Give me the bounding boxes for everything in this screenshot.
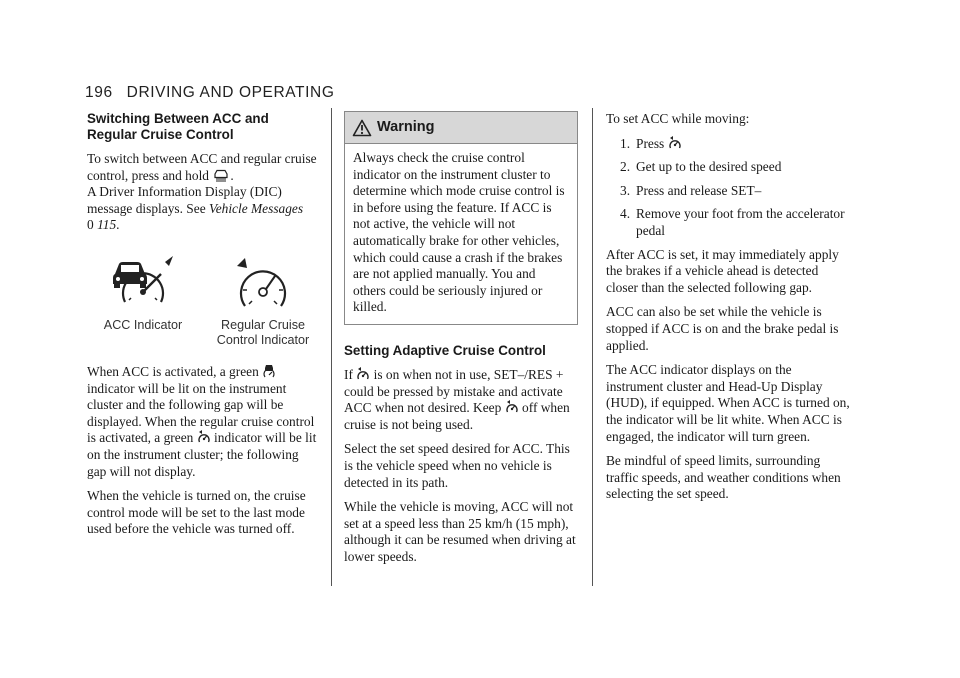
warning-text: Always check the cruise control indicator on the instrument cluster to determine which mode cruise control is in before using the feature. If ACC is not active, the vehicle will not automatically brake for other vehicles, which could cause a crash if the brakes are not applied manually. You and others could be seriously injured or killed. (353, 150, 565, 315)
list-item: 3. Press and release SET– (620, 182, 762, 198)
indicator-figures (87, 254, 319, 364)
text: is on when not in use, SET–/RES + could be pressed by mistake and activate ACC when not desired. Keep (344, 366, 564, 416)
cruise-control-icon (669, 136, 681, 150)
section-heading: Setting Adaptive Cruise Control (344, 342, 546, 358)
list-item: 4. Remove your foot from the accelerator pedal (620, 206, 845, 238)
paragraph: After ACC is set, it may immediately apply the brakes if a vehicle ahead is detected closer than the selected following gap. (606, 246, 839, 295)
warning-header (345, 112, 577, 144)
paragraph: ACC can also be set while the vehicle is stopped if ACC is on and the brake pedal is applied. (606, 304, 839, 353)
paragraph: While the vehicle is moving, ACC will not set at a speed less than 25 km/h (15 mph), although it can be resumed when driving at lower speeds. (344, 499, 576, 564)
paragraph (87, 151, 319, 234)
column-3 (606, 111, 850, 511)
warning-box (344, 111, 578, 325)
text: To switch between ACC and regular cruise control, press and hold (87, 151, 317, 183)
text: When ACC is activated, a green (87, 363, 259, 379)
page-number: 196 (85, 84, 113, 101)
list-item: 1. Press (606, 136, 850, 153)
paragraph (344, 367, 578, 433)
follow-gap-icon (213, 169, 229, 182)
paragraph (87, 364, 319, 480)
acc-indicator-icon (263, 364, 275, 378)
cruise-control-icon (223, 254, 303, 310)
paragraph: Be mindful of speed limits, surrounding traffic speeds, and weather conditions when selecting the set speed. (606, 453, 841, 502)
text: If (344, 366, 353, 382)
page-reference[interactable]: 115 (97, 217, 117, 233)
paragraph: The ACC indicator displays on the instrument cluster and Head-Up Display (HUD), if equipped. When ACC is turned on, the indicator will be lit white. When ACC is engaged, the indicator will turn green. (606, 362, 850, 444)
text: . (230, 167, 234, 183)
paragraph: When the vehicle is turned on, the cruise control mode will be set to the last mode used before the vehicle was turned off. (87, 488, 306, 537)
cruise-control-icon (198, 430, 210, 444)
acc-indicator-icon (103, 254, 183, 310)
column-2 (344, 111, 578, 573)
figure-regular-cruise (207, 254, 319, 364)
text: indicator will be lit on the instrument cluster and the following gap will be displayed. When the regular cruise control is activated, a green (87, 380, 315, 446)
warning-body (345, 144, 577, 324)
column-1 (87, 111, 319, 546)
list-item: 2. Get up to the desired speed (620, 159, 782, 175)
text: indicator will be lit on the instrument cluster; the following gap will not display. (87, 430, 317, 479)
warning-triangle-icon (352, 119, 372, 137)
section-heading: Switching Between ACC and Regular Cruise Control (87, 111, 269, 142)
text: . (116, 217, 120, 233)
column-divider (331, 108, 332, 586)
page-reference-icon: 0 (87, 217, 94, 233)
figure-caption: ACC Indicator (103, 317, 183, 332)
paragraph: To set ACC while moving: (606, 111, 750, 126)
page-header (85, 84, 334, 102)
figure-caption: Regular Cruise Control Indicator (216, 317, 310, 347)
cruise-control-icon (357, 367, 369, 381)
section-title: DRIVING AND OPERATING (126, 84, 335, 101)
text: A Driver Information Display (DIC) message displays. See (87, 184, 282, 216)
cruise-control-icon (506, 400, 518, 414)
text: off when cruise is not being used. (344, 400, 570, 432)
figure-acc (87, 254, 199, 364)
paragraph: Select the set speed desired for ACC. This is the vehicle speed when no vehicle is detected in its path. (344, 441, 570, 490)
cross-reference-link[interactable]: Vehicle Messages (209, 200, 304, 216)
steps-list (606, 136, 850, 240)
column-divider (592, 108, 593, 586)
warning-title: Warning (377, 119, 435, 136)
